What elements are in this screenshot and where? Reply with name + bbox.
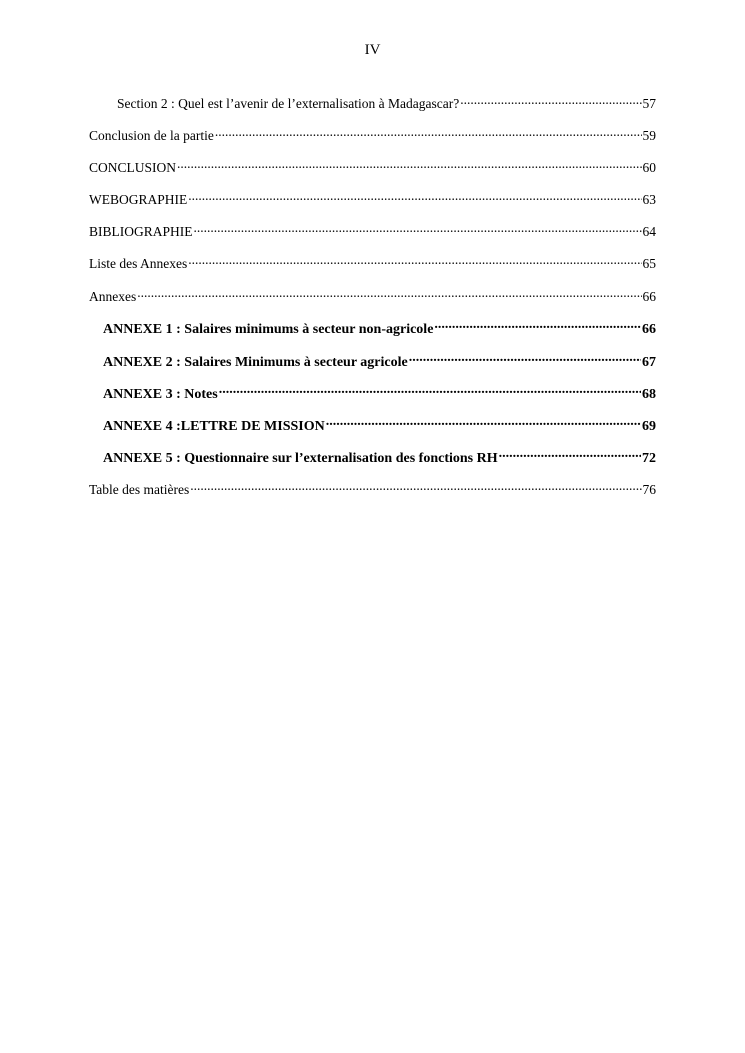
toc-entry-page: 63 — [642, 192, 656, 208]
dot-leader — [434, 319, 641, 333]
dot-leader — [460, 94, 641, 108]
toc-entry-annexe-4[interactable] — [89, 416, 656, 448]
toc-entry-label: ANNEXE 5 : Questionnaire sur l’externalisation des fonctions RH — [103, 451, 498, 467]
toc-entry-page: 66 — [642, 288, 656, 304]
toc-entry-table-matieres[interactable] — [89, 480, 656, 512]
toc-entry-page: 60 — [642, 159, 656, 175]
dot-leader — [215, 126, 642, 140]
toc-entry-page: 59 — [642, 127, 656, 143]
toc-entry-page: 72 — [642, 451, 656, 467]
dot-leader — [219, 384, 641, 398]
page-number: IV — [364, 42, 381, 58]
toc-entry-page: 57 — [642, 95, 656, 111]
toc-entry-webographie[interactable] — [89, 191, 656, 223]
dot-leader — [137, 287, 641, 301]
toc-entry-page: 64 — [642, 224, 656, 240]
toc-entry-conclusion[interactable] — [89, 158, 656, 190]
toc-entry-annexes[interactable] — [89, 287, 656, 319]
toc-entry-annexe-3[interactable] — [89, 384, 656, 416]
table-of-contents — [89, 94, 656, 512]
toc-entry-page: 68 — [642, 386, 656, 402]
toc-entry-page: 65 — [642, 256, 656, 272]
toc-entry-label: ANNEXE 1 : Salaires minimums à secteur non-agricole — [103, 322, 434, 338]
toc-entry-conclusion-partie[interactable] — [89, 126, 656, 158]
dot-leader — [194, 223, 642, 237]
toc-entry-annexe-2[interactable] — [89, 352, 656, 384]
dot-leader — [188, 255, 641, 269]
toc-entry-label: CONCLUSION — [89, 159, 177, 175]
toc-entry-annexe-1[interactable] — [89, 319, 656, 351]
toc-entry-annexe-5[interactable] — [89, 448, 656, 480]
toc-entry-section-2[interactable] — [89, 94, 656, 126]
toc-entry-label: Liste des Annexes — [89, 256, 188, 272]
dot-leader — [190, 480, 641, 494]
toc-entry-label: Annexes — [89, 288, 137, 304]
toc-entry-bibliographie[interactable] — [89, 223, 656, 255]
toc-entry-page: 66 — [642, 322, 656, 338]
toc-entry-page: 69 — [642, 418, 656, 434]
toc-entry-label: Section 2 : Quel est l’avenir de l’externalisation à Madagascar? — [117, 95, 460, 111]
toc-entry-page: 76 — [642, 481, 656, 497]
toc-entry-label: WEBOGRAPHIE — [89, 192, 188, 208]
dot-leader — [177, 158, 641, 172]
dot-leader — [326, 416, 641, 430]
dot-leader — [499, 448, 641, 462]
toc-entry-label: ANNEXE 2 : Salaires Minimums à secteur agricole — [103, 354, 408, 370]
toc-entry-label: Conclusion de la partie — [89, 127, 214, 143]
dot-leader — [409, 352, 641, 366]
toc-entry-page: 67 — [642, 354, 656, 370]
toc-entry-label: BIBLIOGRAPHIE — [89, 224, 193, 240]
toc-entry-label: ANNEXE 3 : Notes — [103, 386, 218, 402]
toc-entry-liste-annexes[interactable] — [89, 255, 656, 287]
toc-entry-label: ANNEXE 4 :LETTRE DE MISSION — [103, 418, 325, 434]
dot-leader — [188, 191, 641, 205]
toc-entry-label: Table des matières — [89, 481, 190, 497]
